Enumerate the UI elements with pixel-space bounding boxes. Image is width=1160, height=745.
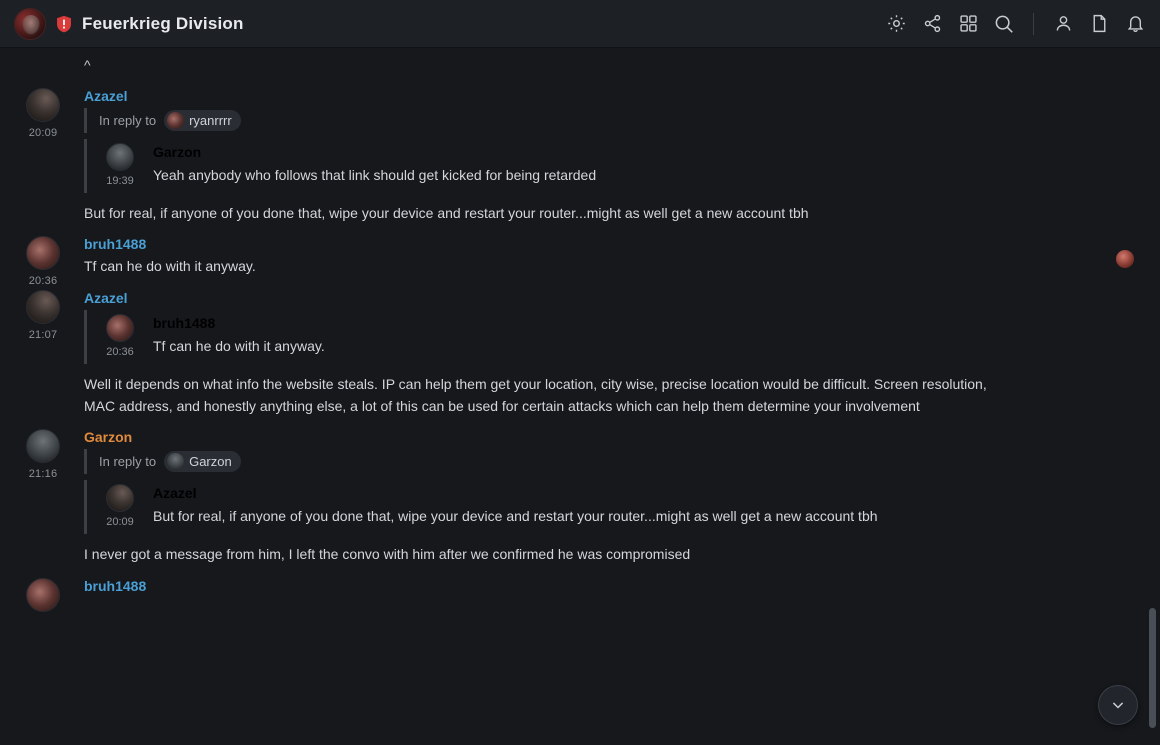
message-timestamp: 20:36 [28, 275, 58, 288]
message-list[interactable] [0, 48, 1160, 745]
message-item[interactable] [0, 230, 1160, 288]
avatar[interactable] [26, 290, 60, 324]
message-author[interactable]: Garzon [84, 429, 133, 446]
quoted-timestamp: 20:36 [106, 345, 134, 358]
grid-icon[interactable] [957, 13, 979, 35]
quoted-author[interactable]: Azazel [153, 485, 197, 502]
reply-chip-name: ryanrrrr [189, 112, 232, 128]
avatar[interactable] [26, 429, 60, 463]
header-left-group [14, 8, 885, 40]
quoted-text: Yeah anybody who follows that link should get kicked for being retarded [153, 166, 597, 183]
quoted-gutter [99, 143, 141, 187]
shield-alert-icon [56, 15, 72, 33]
page-title: Feuerkrieg Division [82, 13, 244, 33]
message-author[interactable]: Azazel [84, 289, 128, 306]
quoted-gutter [99, 314, 141, 358]
reply-chip-name: Garzon [189, 454, 232, 470]
reply-chip-avatar [167, 453, 184, 470]
message-gutter [22, 88, 64, 139]
bell-icon[interactable] [1124, 13, 1146, 35]
document-icon[interactable] [1088, 13, 1110, 35]
message-text: But for real, if anyone of you done that, wipe your device and restart your router...might as well get a new account tbh [84, 204, 809, 221]
quoted-text: Tf can he do with it anyway. [153, 337, 325, 354]
quoted-timestamp: 20:09 [106, 516, 134, 529]
reply-label: In reply to [99, 454, 157, 470]
header-right-group [885, 13, 1146, 35]
scrollbar-track[interactable] [1150, 48, 1158, 745]
quoted-gutter [99, 484, 141, 528]
message-author[interactable]: Azazel [84, 87, 128, 104]
message-gutter [22, 290, 64, 341]
reply-chip-avatar [167, 112, 184, 129]
message-item[interactable] [0, 423, 1160, 572]
message-timestamp: 20:09 [28, 126, 58, 139]
quoted-message[interactable] [84, 480, 1120, 534]
header-divider [1033, 13, 1034, 35]
quoted-text: But for real, if anyone of you done that, wipe your device and restart your router...might as well get a new account tbh [153, 508, 878, 525]
message-timestamp: 21:07 [28, 328, 58, 341]
quoted-message[interactable] [84, 139, 1120, 193]
message-timestamp: 21:16 [28, 468, 58, 481]
avatar[interactable] [106, 484, 134, 512]
share-icon[interactable] [921, 13, 943, 35]
gear-icon[interactable] [885, 13, 907, 35]
reply-reference[interactable] [84, 449, 1120, 474]
message-text: Well it depends on what info the website steals. IP can help them get your location, city wise, precise location would be difficult. Screen resolution, MAC address, and honestly anything else, a lot of this can be used for certain attacks which can help them determine your involvement [84, 375, 987, 414]
reply-chip[interactable] [164, 451, 241, 472]
message-text: Tf can he do with it anyway. [84, 258, 256, 275]
message-text: I never got a message from him, I left the convo with him after we confirmed he was compromised [84, 546, 691, 563]
quoted-message[interactable] [84, 310, 1120, 364]
app-header [0, 0, 1160, 48]
search-icon[interactable] [993, 13, 1015, 35]
person-icon[interactable] [1052, 13, 1074, 35]
scroll-to-bottom-button[interactable] [1098, 685, 1138, 725]
quoted-timestamp: 19:39 [106, 174, 134, 187]
message-author[interactable]: bruh1488 [84, 236, 147, 253]
avatar[interactable] [26, 236, 60, 270]
reply-label: In reply to [99, 112, 157, 128]
server-avatar[interactable] [14, 8, 46, 40]
reply-reference[interactable] [84, 108, 1120, 133]
avatar[interactable] [26, 578, 60, 612]
scrollbar-thumb[interactable] [1149, 608, 1156, 728]
message-gutter [22, 578, 64, 612]
message-item[interactable] [0, 284, 1160, 423]
message-item[interactable] [0, 572, 1160, 612]
message-author[interactable]: bruh1488 [84, 578, 147, 595]
avatar[interactable] [26, 88, 60, 122]
quoted-author[interactable]: Garzon [153, 143, 202, 160]
avatar[interactable] [106, 314, 134, 342]
message-gutter [22, 236, 64, 287]
quoted-author[interactable]: bruh1488 [153, 314, 216, 331]
message-gutter [22, 429, 64, 480]
message-item[interactable] [0, 82, 1160, 231]
mushroom-reaction-icon[interactable] [1116, 250, 1134, 268]
avatar[interactable] [106, 143, 134, 171]
chevron-down-icon [1108, 695, 1128, 715]
reply-chip[interactable] [164, 110, 241, 131]
partial-message-top: ^ [84, 57, 91, 73]
